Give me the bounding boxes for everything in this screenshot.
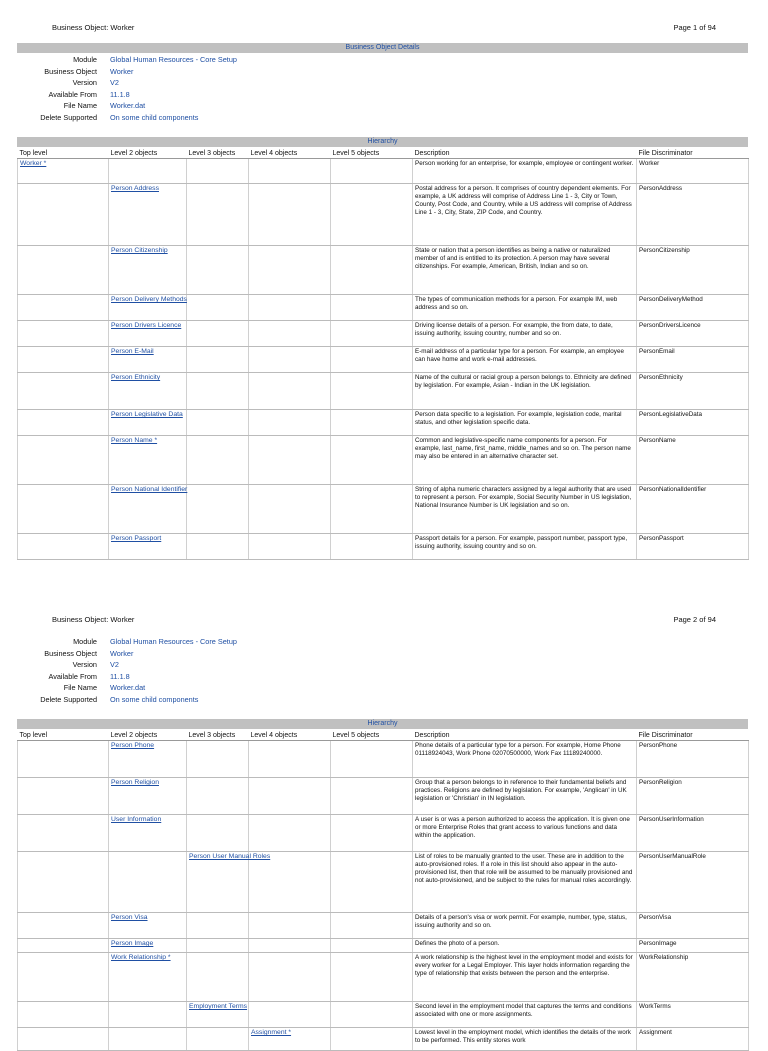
empty-cell: [18, 295, 109, 321]
detail-row: [17, 683, 417, 695]
description-text: Group that a person belongs to in reference to their fundamental beliefs and practices. Religions are defined by legislation. For example, 'Anglican' in UK legislation or 'Christian' in IN legislation.: [415, 779, 627, 802]
description-cell: [413, 246, 637, 295]
empty-cell: [249, 410, 331, 436]
detail-value: 11.1.8: [110, 671, 130, 681]
column-header: Level 2 objects: [109, 730, 187, 741]
empty-cell: [331, 534, 413, 560]
empty-cell: [249, 852, 331, 913]
discriminator-cell: [637, 939, 749, 953]
detail-row: [17, 660, 417, 672]
empty-cell: [109, 159, 187, 184]
discriminator-cell: [637, 410, 749, 436]
object-cell: [109, 436, 187, 485]
detail-value: Worker: [110, 648, 134, 658]
description-text: Name of the cultural or racial group a person belongs to. Ethnicity are defined by legislation. For example, Asian - Indian in the UK legislation.: [415, 374, 631, 389]
discriminator-text: PersonPhone: [639, 742, 678, 749]
table-row: [18, 295, 749, 321]
object-link[interactable]: Person National Identifier: [111, 486, 188, 493]
column-header: Level 4 objects: [249, 148, 331, 159]
object-link[interactable]: Person Name *: [111, 437, 158, 444]
discriminator-cell: [637, 534, 749, 560]
empty-cell: [187, 1028, 249, 1051]
empty-cell: [331, 436, 413, 485]
detail-label: Business Object: [44, 648, 97, 658]
object-link[interactable]: User Information: [111, 816, 162, 823]
discriminator-text: PersonName: [639, 437, 676, 444]
object-link[interactable]: Assignment *: [251, 1029, 292, 1036]
description-text: Common and legislative-specific name components for a person. For example, last_name, first_name, middle_names and so on. The person name may also be entered in an alternative character set.: [415, 437, 631, 460]
discriminator-text: PersonEmail: [639, 348, 675, 355]
discriminator-text: PersonDeliveryMethod: [639, 296, 703, 303]
empty-cell: [18, 939, 109, 953]
description-cell: [413, 741, 637, 778]
discriminator-cell: [637, 347, 749, 373]
discriminator-text: PersonDriversLicence: [639, 322, 701, 329]
object-link[interactable]: Employment Terms: [189, 1003, 248, 1010]
object-cell: [187, 852, 271, 913]
description-text: The types of communication methods for a person. For example IM, web address and so on.: [415, 296, 618, 311]
description-cell: [413, 1002, 637, 1028]
detail-row: [17, 637, 417, 649]
description-cell: [413, 436, 637, 485]
empty-cell: [18, 436, 109, 485]
detail-value: 11.1.8: [110, 89, 130, 99]
empty-cell: [331, 410, 413, 436]
empty-cell: [331, 1028, 413, 1051]
object-link[interactable]: Person Visa: [111, 914, 148, 921]
description-cell: [413, 815, 637, 852]
column-header: Top level: [18, 148, 109, 159]
empty-cell: [331, 246, 413, 295]
description-text: Passport details for a person. For example, passport number, passport type, issuing authority, issuing country and so on.: [415, 535, 628, 550]
details-section: [17, 55, 417, 125]
description-cell: [413, 485, 637, 534]
empty-cell: [187, 295, 249, 321]
empty-cell: [18, 534, 109, 560]
description-text: Phone details of a particular type for a person. For example, Home Phone 01118924043, Work Phone 02070500000, Work Fax 11189240000.: [415, 742, 621, 757]
page-header: [0, 615, 768, 627]
discriminator-text: PersonVisa: [639, 914, 672, 921]
empty-cell: [187, 534, 249, 560]
discriminator-text: PersonUserManualRole: [639, 853, 706, 860]
discriminator-cell: [637, 1028, 749, 1051]
table-row: [18, 953, 749, 1002]
object-cell: [109, 410, 187, 436]
empty-cell: [249, 913, 331, 939]
description-text: State or nation that a person identifies as being a native or naturalized member of and is entitled to its protection. A person may have several citizenships. For example, American, British, Indian and so on.: [415, 247, 611, 270]
description-text: Person working for an enterprise, for example, employee or contingent worker.: [415, 160, 634, 167]
empty-cell: [249, 741, 331, 778]
page-number: Page 2 of 94: [673, 615, 716, 624]
empty-cell: [18, 1028, 109, 1051]
empty-cell: [109, 852, 187, 913]
discriminator-text: PersonEthnicity: [639, 374, 683, 381]
empty-cell: [187, 913, 249, 939]
empty-cell: [187, 373, 249, 410]
detail-label: Available From: [48, 89, 97, 99]
description-cell: [413, 347, 637, 373]
description-cell: [413, 953, 637, 1002]
object-cell: [109, 246, 187, 295]
description-text: A work relationship is the highest level in the employment model and exists for every worker for a Legal Employer. This layer holds information regarding the type of relationship that exists between the person and the enterprise.: [415, 954, 633, 977]
hierarchy-bar: Hierarchy: [17, 719, 748, 729]
table-row: [18, 534, 749, 560]
object-cell: [109, 534, 187, 560]
description-text: Defines the photo of a person.: [415, 940, 500, 947]
description-text: Person data specific to a legislation. For example, legislation code, marital status, and other legislation specific data.: [415, 411, 622, 426]
empty-cell: [18, 913, 109, 939]
detail-label: File Name: [63, 101, 97, 111]
detail-row: [17, 90, 417, 102]
empty-cell: [187, 953, 249, 1002]
empty-cell: [331, 373, 413, 410]
hierarchy-bar: Hierarchy: [17, 137, 748, 147]
empty-cell: [18, 184, 109, 246]
object-cell: [109, 953, 187, 1002]
discriminator-cell: [637, 321, 749, 347]
page-number: Page 1 of 94: [673, 23, 716, 32]
empty-cell: [187, 347, 249, 373]
detail-row: [17, 113, 417, 125]
object-link[interactable]: Work Relationship *: [111, 954, 171, 961]
description-cell: [413, 778, 637, 815]
discriminator-text: PersonUserInformation: [639, 816, 704, 823]
description-text: A user is or was a person authorized to access the application. It is given one or more Enterprise Roles that grant access to various functions and data within the application.: [415, 816, 630, 839]
empty-cell: [187, 815, 249, 852]
empty-cell: [187, 939, 249, 953]
empty-cell: [331, 815, 413, 852]
table-row: [18, 321, 749, 347]
column-header: File Discriminator: [637, 730, 749, 741]
object-cell: [249, 1028, 331, 1051]
discriminator-text: Worker: [639, 160, 660, 167]
empty-cell: [331, 184, 413, 246]
empty-cell: [331, 321, 413, 347]
object-link[interactable]: Person E-Mail: [111, 348, 154, 355]
empty-cell: [187, 778, 249, 815]
detail-label: Module: [73, 55, 97, 64]
detail-label: Version: [72, 660, 97, 670]
discriminator-cell: [637, 815, 749, 852]
table-row: [18, 373, 749, 410]
empty-cell: [18, 778, 109, 815]
discriminator-cell: [637, 852, 749, 913]
empty-cell: [331, 295, 413, 321]
description-text: Postal address for a person. It comprises of country dependent elements. For example, a UK address will comprise of Address Line 1 - 3, City or Town, County, Post Code, and Country, while a US address will comprise of Address Line 1 - 3, City, State, ZIP Code, and Country.: [415, 185, 632, 216]
description-cell: [413, 410, 637, 436]
object-link[interactable]: Person User Manual Roles: [189, 853, 271, 860]
detail-value: Global Human Resources - Core Setup: [110, 637, 237, 646]
empty-cell: [18, 246, 109, 295]
description-cell: [413, 184, 637, 246]
object-cell: [109, 347, 187, 373]
column-header: Level 4 objects: [249, 730, 331, 741]
description-cell: [413, 295, 637, 321]
discriminator-text: PersonImage: [639, 940, 677, 947]
empty-cell: [187, 410, 249, 436]
table-row: [18, 246, 749, 295]
empty-cell: [18, 321, 109, 347]
empty-cell: [249, 485, 331, 534]
empty-cell: [249, 295, 331, 321]
description-text: List of roles to be manually granted to the user. These are in addition to the auto-provisioned roles. If a role in this list should also appear in the auto-provisioned list, then that role will be assumed to be manually provisioned and not auto-provisioned, and be subject to the rules for manual roles accordingly.: [415, 853, 633, 884]
detail-value: Worker.dat: [110, 101, 146, 111]
detail-value: On some child components: [110, 112, 199, 122]
column-header: Level 3 objects: [187, 148, 249, 159]
column-header: Level 5 objects: [331, 730, 413, 741]
empty-cell: [331, 852, 413, 913]
empty-cell: [249, 347, 331, 373]
detail-row: [17, 67, 417, 79]
object-link[interactable]: Person Phone: [111, 742, 155, 749]
details-bar: Business Object Details: [17, 43, 748, 53]
empty-cell: [187, 159, 249, 184]
column-header: Description: [413, 148, 637, 159]
detail-label: Module: [73, 637, 97, 646]
empty-cell: [18, 347, 109, 373]
description-cell: [413, 321, 637, 347]
discriminator-text: WorkTerms: [639, 1003, 671, 1010]
discriminator-text: PersonAddress: [639, 185, 683, 192]
object-cell: [109, 815, 187, 852]
object-link[interactable]: Person Legislative Data: [111, 411, 183, 418]
business-object-title: Business Object: Worker: [52, 615, 135, 624]
table-row: [18, 159, 749, 184]
empty-cell: [18, 852, 109, 913]
empty-cell: [331, 485, 413, 534]
empty-cell: [331, 939, 413, 953]
discriminator-cell: [637, 246, 749, 295]
discriminator-text: Assignment: [639, 1029, 672, 1036]
column-header: Description: [413, 730, 637, 741]
empty-cell: [249, 778, 331, 815]
empty-cell: [249, 815, 331, 852]
description-cell: [413, 373, 637, 410]
table-row: [18, 778, 749, 815]
object-link[interactable]: Person Image: [111, 940, 154, 947]
object-link[interactable]: Worker *: [20, 160, 47, 167]
empty-cell: [249, 373, 331, 410]
object-link[interactable]: Person Passport: [111, 535, 162, 542]
empty-cell: [249, 534, 331, 560]
empty-cell: [249, 436, 331, 485]
empty-cell: [331, 913, 413, 939]
empty-cell: [331, 347, 413, 373]
description-text: Details of a person's visa or work permit. For example, number, type, status, issuing authority and so on.: [415, 914, 627, 929]
empty-cell: [249, 321, 331, 347]
object-link[interactable]: Person Drivers Licence: [111, 322, 182, 329]
object-link[interactable]: Person Religion: [111, 779, 159, 786]
discriminator-cell: [637, 485, 749, 534]
discriminator-cell: [637, 436, 749, 485]
business-object-title: Business Object: Worker: [52, 23, 135, 32]
empty-cell: [187, 485, 249, 534]
table-row: [18, 1002, 749, 1028]
column-header: Top level: [18, 730, 109, 741]
details-section: [17, 637, 417, 707]
discriminator-text: PersonReligion: [639, 779, 682, 786]
page-header: [0, 23, 768, 35]
table-row: [18, 410, 749, 436]
empty-cell: [331, 741, 413, 778]
detail-value: Global Human Resources - Core Setup: [110, 55, 237, 64]
empty-cell: [18, 741, 109, 778]
hierarchy-table: [17, 148, 749, 560]
table-row: [18, 815, 749, 852]
detail-value: V2: [110, 660, 119, 670]
description-text: E-mail address of a particular type for a person. For example, an employee can have home and work e-mail addresses.: [415, 348, 624, 363]
discriminator-cell: [637, 295, 749, 321]
empty-cell: [187, 321, 249, 347]
table-row: [18, 939, 749, 953]
empty-cell: [109, 1028, 187, 1051]
discriminator-cell: [637, 1002, 749, 1028]
detail-label: Delete Supported: [40, 112, 97, 122]
discriminator-text: PersonNationalIdentifier: [639, 486, 707, 493]
empty-cell: [187, 741, 249, 778]
object-cell: [18, 159, 109, 184]
description-text: String of alpha numeric characters assigned by a legal authority that are used to represent a person. For example, Social Security Number in US legislation, National Insurance Number is UK legislation and so on.: [415, 486, 632, 509]
empty-cell: [187, 246, 249, 295]
discriminator-text: PersonCitizenship: [639, 247, 690, 254]
column-header: Level 5 objects: [331, 148, 413, 159]
empty-cell: [249, 159, 331, 184]
empty-cell: [109, 1002, 187, 1028]
object-cell: [109, 485, 187, 534]
detail-row: [17, 695, 417, 707]
object-link[interactable]: Person Delivery Methods: [111, 296, 187, 303]
empty-cell: [18, 953, 109, 1002]
detail-value: On some child components: [110, 694, 199, 704]
hierarchy-table: [17, 730, 749, 1051]
empty-cell: [331, 159, 413, 184]
description-text: Lowest level in the employment model, which identifies the details of the work to be performed. This entity stores work: [415, 1029, 631, 1044]
empty-cell: [187, 184, 249, 246]
object-cell: [109, 913, 187, 939]
discriminator-cell: [637, 953, 749, 1002]
discriminator-text: PersonLegislativeData: [639, 411, 703, 418]
empty-cell: [249, 246, 331, 295]
detail-label: Business Object: [44, 66, 97, 76]
object-link[interactable]: Person Citizenship: [111, 247, 168, 254]
table-row: [18, 485, 749, 534]
detail-row: [17, 649, 417, 661]
table-row: [18, 913, 749, 939]
object-cell: [109, 321, 187, 347]
detail-label: Delete Supported: [40, 694, 97, 704]
detail-row: [17, 672, 417, 684]
discriminator-text: WorkRelationship: [639, 954, 689, 961]
empty-cell: [18, 815, 109, 852]
object-link[interactable]: Person Address: [111, 185, 159, 192]
detail-label: File Name: [63, 683, 97, 693]
detail-row: [17, 101, 417, 113]
empty-cell: [331, 778, 413, 815]
empty-cell: [331, 1002, 413, 1028]
empty-cell: [18, 485, 109, 534]
empty-cell: [331, 953, 413, 1002]
object-cell: [109, 295, 187, 321]
table-row: [18, 1028, 749, 1051]
discriminator-cell: [637, 159, 749, 184]
table-row: [18, 436, 749, 485]
empty-cell: [249, 939, 331, 953]
discriminator-cell: [637, 913, 749, 939]
object-cell: [187, 1002, 249, 1028]
detail-value: Worker.dat: [110, 683, 146, 693]
discriminator-cell: [637, 778, 749, 815]
empty-cell: [187, 436, 249, 485]
discriminator-cell: [637, 741, 749, 778]
object-link[interactable]: Person Ethnicity: [111, 374, 161, 381]
empty-cell: [249, 953, 331, 1002]
detail-value: Worker: [110, 66, 134, 76]
empty-cell: [249, 1002, 331, 1028]
table-row: [18, 852, 749, 913]
description-cell: [413, 534, 637, 560]
object-cell: [109, 184, 187, 246]
discriminator-cell: [637, 373, 749, 410]
discriminator-text: PersonPassport: [639, 535, 684, 542]
column-header: File Discriminator: [637, 148, 749, 159]
detail-value: V2: [110, 78, 119, 88]
description-text: Driving license details of a person. For example, the from date, to date, issuing authority, issuing country, number and so on.: [415, 322, 613, 337]
description-cell: [413, 1028, 637, 1051]
object-cell: [109, 939, 187, 953]
empty-cell: [18, 410, 109, 436]
description-cell: [413, 852, 637, 913]
description-cell: [413, 939, 637, 953]
table-row: [18, 184, 749, 246]
object-cell: [109, 741, 187, 778]
object-cell: [109, 778, 187, 815]
table-row: [18, 347, 749, 373]
column-header: Level 2 objects: [109, 148, 187, 159]
detail-label: Version: [72, 78, 97, 88]
detail-row: [17, 78, 417, 90]
description-text: Second level in the employment model that captures the terms and conditions associated with one or more assignments.: [415, 1003, 632, 1018]
description-cell: [413, 159, 637, 184]
description-cell: [413, 913, 637, 939]
discriminator-cell: [637, 184, 749, 246]
table-row: [18, 741, 749, 778]
empty-cell: [18, 373, 109, 410]
column-header: Level 3 objects: [187, 730, 249, 741]
detail-row: [17, 55, 417, 67]
empty-cell: [18, 1002, 109, 1028]
object-cell: [109, 373, 187, 410]
empty-cell: [249, 184, 331, 246]
detail-label: Available From: [48, 671, 97, 681]
